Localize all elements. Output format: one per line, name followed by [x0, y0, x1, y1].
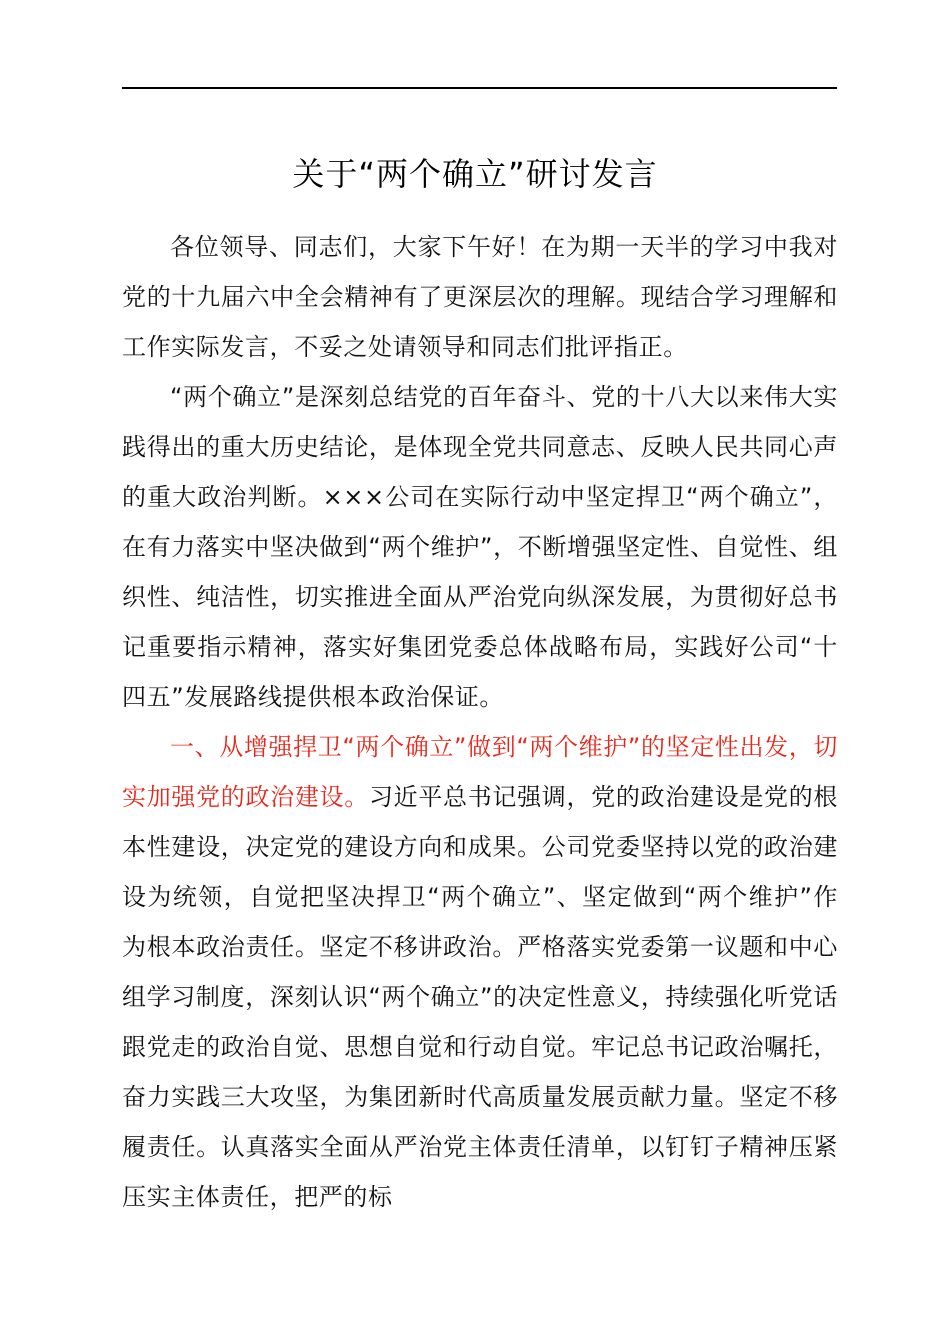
- header-rule: [122, 87, 837, 89]
- paragraph-intro: [122, 372, 838, 722]
- paragraph-section-1: [122, 722, 838, 1222]
- paragraph-text: “两个确立”是深刻总结党的百年奋斗、党的十八大以来伟大实践得出的重大历史结论，是体现全党共同意志、反映人民共同心声的重大政治判断。×××公司在实际行动中坚定捍卫“两个确立”，在有力落实中坚决做到“两个维护”，不断增强坚定性、自觉性、组织性、纯洁性，切实推进全面从严治党向纵深发展，为贯彻好总书记重要指示精神，落实好集团党委总体战略布局，实践好公司“十四五”发展路线提供根本政治保证。: [122, 383, 838, 711]
- document-body: [122, 222, 838, 1222]
- paragraph-text: 习近平总书记强调，党的政治建设是党的根本性建设，决定党的建设方向和成果。公司党委坚持以党的政治建设为统领，自觉把坚决捍卫“两个确立”、坚定做到“两个维护”作为根本政治责任。坚定不移讲政治。严格落实党委第一议题和中心组学习制度，深刻认识“两个确立”的决定性意义，持续强化听党话跟党走的政治自觉、思想自觉和行动自觉。牢记总书记政治嘱托，奋力实践三大攻坚，为集团新时代高质量发展贡献力量。坚定不移履责任。认真落实全面从严治党主体责任清单，以钉钉子精神压紧压实主体责任，把严的标: [122, 783, 839, 1211]
- paragraph-text: 各位领导、同志们，大家下午好！在为期一天半的学习中我对党的十九届六中全会精神有了更深层次的理解。现结合学习理解和工作实际发言，不妥之处请领导和同志们批评指正。: [122, 233, 838, 361]
- document-title: 关于“两个确立”研讨发言: [292, 155, 658, 193]
- section-heading: 一、从增强捍卫“两个确立”做到“两个维护”的坚定性出发，切实加强党的政治建设。: [122, 733, 838, 811]
- paragraph-greeting: [122, 222, 838, 372]
